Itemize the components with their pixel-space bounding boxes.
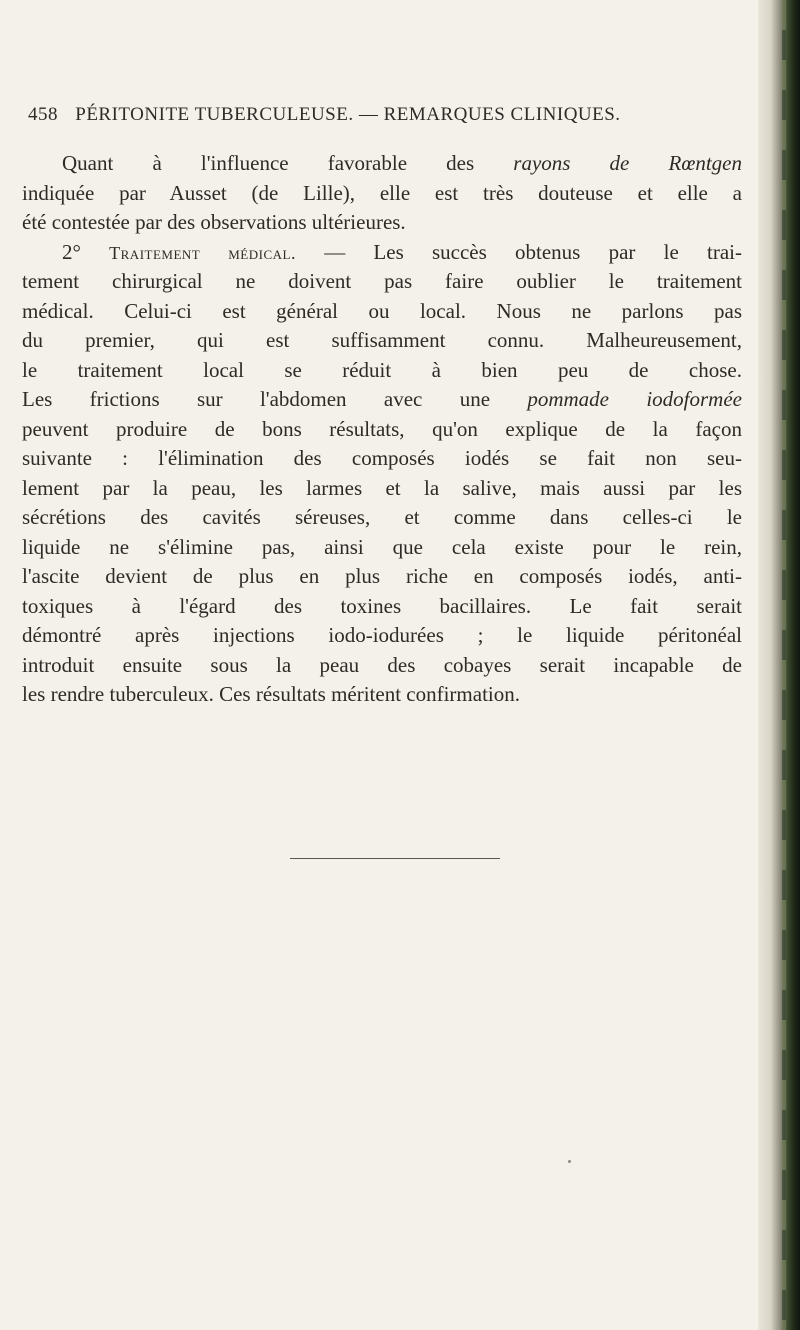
paper-speck (568, 1160, 571, 1163)
text-segment: introduit ensuite sous la peau des cobayes serait incapable de (22, 652, 742, 677)
paragraph-line (22, 356, 742, 386)
paragraph-line (22, 208, 742, 238)
body-text (22, 149, 742, 710)
text-segment: peuvent produire de bons résultats, qu'on explique de la façon (22, 416, 742, 441)
text-segment: été contestée par des observations ultérieures. (22, 210, 406, 234)
text-segment: médical. Celui-ci est général ou local. Nous ne parlons pas (22, 298, 742, 323)
text-segment: toxiques à l'égard des toxines bacillaires. Le fait serait (22, 593, 742, 618)
text-segment: Les frictions sur l'abdomen avec une (22, 387, 528, 411)
paragraph-line (22, 179, 742, 209)
text-segment: — Les succès obtenus par le trai- (295, 239, 742, 264)
paragraph-line (22, 444, 742, 474)
paragraph-line (22, 651, 742, 681)
text-segment: démontré après injections iodo-iodurées ; le liquide péritonéal (22, 623, 742, 647)
paragraph-line (22, 621, 742, 651)
text-segment: lement par la peau, les larmes et la salive, mais aussi par les (22, 475, 742, 500)
italic-text: rayons de Rœntgen (513, 151, 742, 175)
paragraph-line (22, 680, 742, 710)
binding-edge (782, 0, 786, 1330)
text-segment: les rendre tuberculeux. Ces résultats méritent confirmation. (22, 682, 521, 706)
text-segment: sécrétions des cavités séreuses, et comme dans celles-ci le (22, 505, 742, 529)
paragraph-line (22, 238, 742, 268)
paragraph-line (22, 149, 742, 179)
text-segment: 2° (62, 239, 110, 264)
paragraph-line (22, 415, 742, 445)
section-divider (290, 858, 500, 859)
text-segment: du premier, qui est suffisamment connu. Malheureusement, (22, 328, 742, 352)
paragraph-line (22, 297, 742, 327)
text-segment: le traitement local se réduit à bien peu de chose. (22, 357, 742, 382)
paragraph-line (22, 474, 742, 504)
text-segment: l'ascite devient de plus en plus riche en composés iodés, anti- (22, 564, 742, 588)
text-segment: Quant à l'influence favorable des (62, 151, 514, 175)
paragraph-line (22, 533, 742, 563)
small-caps-heading: Traitement médical. (109, 242, 296, 263)
paragraph-line (22, 326, 742, 356)
running-header (28, 104, 728, 136)
page-number: 458 (28, 104, 58, 125)
text-segment: liquide ne s'élimine pas, ainsi que cela existe pour le rein, (22, 534, 742, 559)
text-segment: suivante : l'élimination des composés iodés se fait non seu- (22, 446, 742, 470)
paragraph-line (22, 503, 742, 533)
italic-text: pommade iodoformée (527, 387, 742, 411)
page-edge-shadow (758, 0, 800, 1330)
text-segment: indiquée par Ausset (de Lille), elle est très douteuse et elle a (22, 180, 742, 205)
paragraph-line (22, 267, 742, 297)
paragraph-line (22, 592, 742, 622)
text-segment: tement chirurgical ne doivent pas faire oublier le traitement (22, 269, 742, 293)
paragraph-line (22, 562, 742, 592)
running-title: PÉRITONITE TUBERCULEUSE. — REMARQUES CLINIQUES. (75, 104, 621, 125)
paragraph-line (22, 385, 742, 415)
